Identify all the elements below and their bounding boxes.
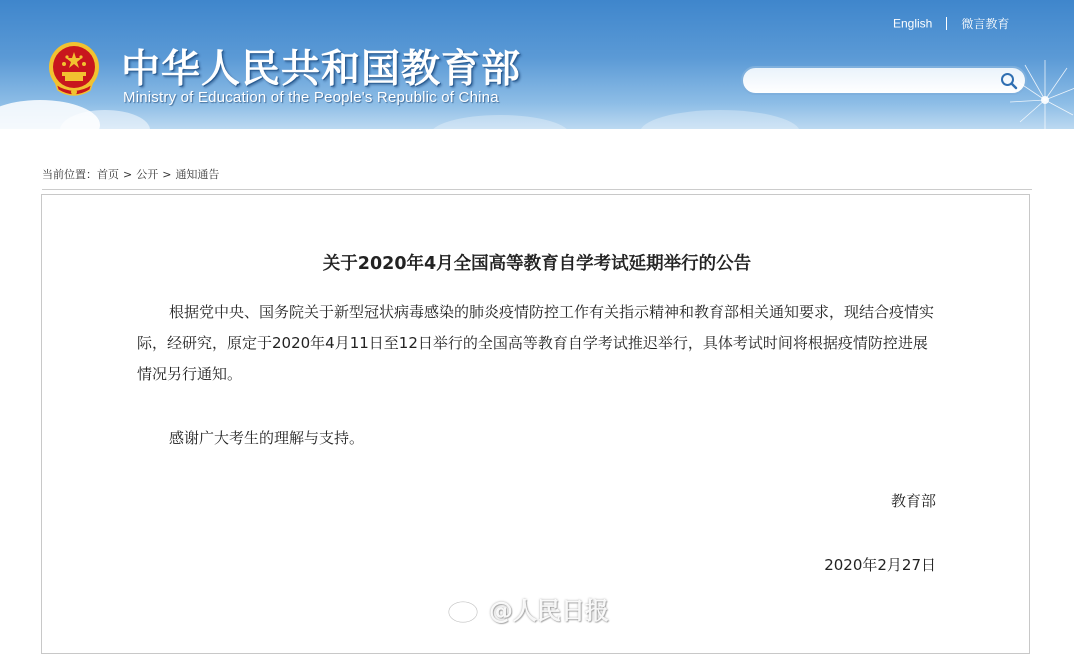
breadcrumb	[42, 166, 219, 182]
breadcrumb-prefix: 当前位置：	[42, 168, 97, 181]
top-links	[893, 15, 1009, 33]
breadcrumb-divider	[42, 189, 1032, 190]
national-emblem-icon	[46, 40, 102, 102]
link-divider	[946, 17, 947, 30]
article-signature: 教育部	[890, 492, 936, 510]
watermark-text: @人民日报	[489, 596, 609, 625]
dandelion-decoration	[975, 40, 1074, 129]
cloud-decoration	[640, 110, 800, 129]
english-link[interactable]: English	[893, 16, 933, 31]
article-paragraph: 根据党中央、国务院关于新型冠状病毒感染的肺炎疫情防控工作有关指示精神和教育部相关通知要求，现结合疫情实际，经研究，原定于2020年4月11日至12日举行的全国高等教育自学考试推迟举行，具体考试时间将根据疫情防控进展情况另行通知。	[137, 303, 935, 383]
breadcrumb-item-home[interactable]: 首页	[97, 168, 119, 181]
breadcrumb-item-notices[interactable]: 通知通告	[175, 168, 220, 181]
site-subtitle: Ministry of Education of the People's Republic of China	[123, 89, 499, 106]
site-header	[0, 0, 1074, 129]
article-paragraph: 感谢广大考生的理解与支持。	[169, 429, 365, 447]
search-input[interactable]	[755, 72, 999, 92]
site-title: 中华人民共和国教育部	[121, 47, 522, 92]
breadcrumb-separator: >	[123, 168, 133, 181]
breadcrumb-item-public[interactable]: 公开	[136, 168, 159, 181]
weiyan-jiaoyu-link[interactable]: 微言教育	[961, 17, 1010, 31]
cloud-decoration	[430, 115, 570, 129]
article-title: 关于2020年4月全国高等教育自学考试延期举行的公告	[322, 254, 752, 274]
weibo-icon	[447, 592, 483, 624]
article-date: 2020年2月27日	[824, 556, 936, 574]
breadcrumb-separator: >	[162, 168, 172, 181]
watermark	[447, 588, 609, 628]
